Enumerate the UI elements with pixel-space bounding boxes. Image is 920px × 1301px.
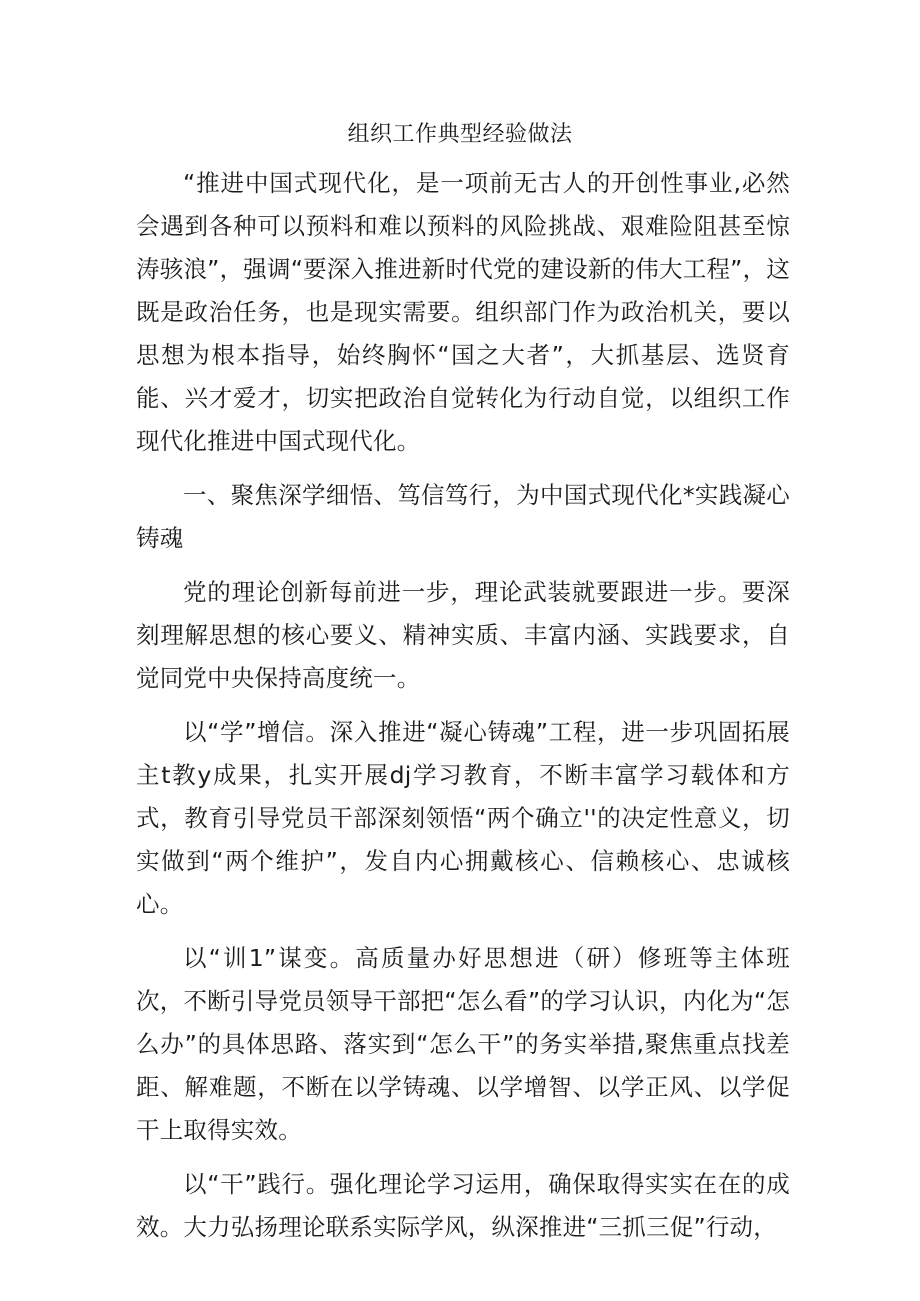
document-body bbox=[136, 162, 790, 1249]
paragraph-intro: “推进中国式现代化，是一项前无古人的开创性事业,必然会遇到各种可以预料和难以预料的风险挑战、艰难险阻甚至惊涛骇浪”，强调“要深入推进新时代党的建设新的伟大工程”，这既是政治任务，也是现实需要。组织部门作为政治机关，要以思想为根本指导，始终胸怀“国之大者”，大抓基层、选贤育能、兴才爱才，切实把政治自觉转化为行动自觉，以组织工作现代化推进中国式现代化。 bbox=[136, 169, 790, 455]
paragraph-theory: 党的理论创新每前进一步，理论武装就要跟进一步。要深刻理解思想的核心要义、精神实质、丰富内涵、实践要求，自觉同党中央保持高度统一。 bbox=[136, 578, 790, 692]
document-title: 组织工作典型经验做法 bbox=[347, 122, 573, 147]
paragraph-training: 以“训1”谋变。高质量办好思想进（研）修班等主体班次，不断引导党员领导干部把“怎么看”的学习认识，内化为“怎么办”的具体思路、落实到“怎么干”的务实举措,聚焦重点找差距、解难题，不断在以学铸魂、以学增智、以学正风、以学促干上取得实效。 bbox=[136, 944, 790, 1144]
paragraph-practice: 以“干”践行。强化理论学习运用，确保取得实实在在的成效。大力弘扬理论联系实际学风，纵深推进“三抓三促”行动， bbox=[136, 1170, 790, 1241]
paragraph-study: 以“学”增信。深入推进“凝心铸魂”工程，进一步巩固拓展主t教y成果，扎实开展dj学习教育，不断丰富学习载体和方式，教育引导党员干部深刻领悟“两个确立''的决定性意义，切实做到“两个维护”，发自内心拥戴核心、信赖核心、忠诚核心。 bbox=[136, 718, 790, 918]
section-heading-1: 一、聚焦深学细悟、笃信笃行，为中国式现代化*实践凝心铸魂 bbox=[136, 481, 790, 552]
